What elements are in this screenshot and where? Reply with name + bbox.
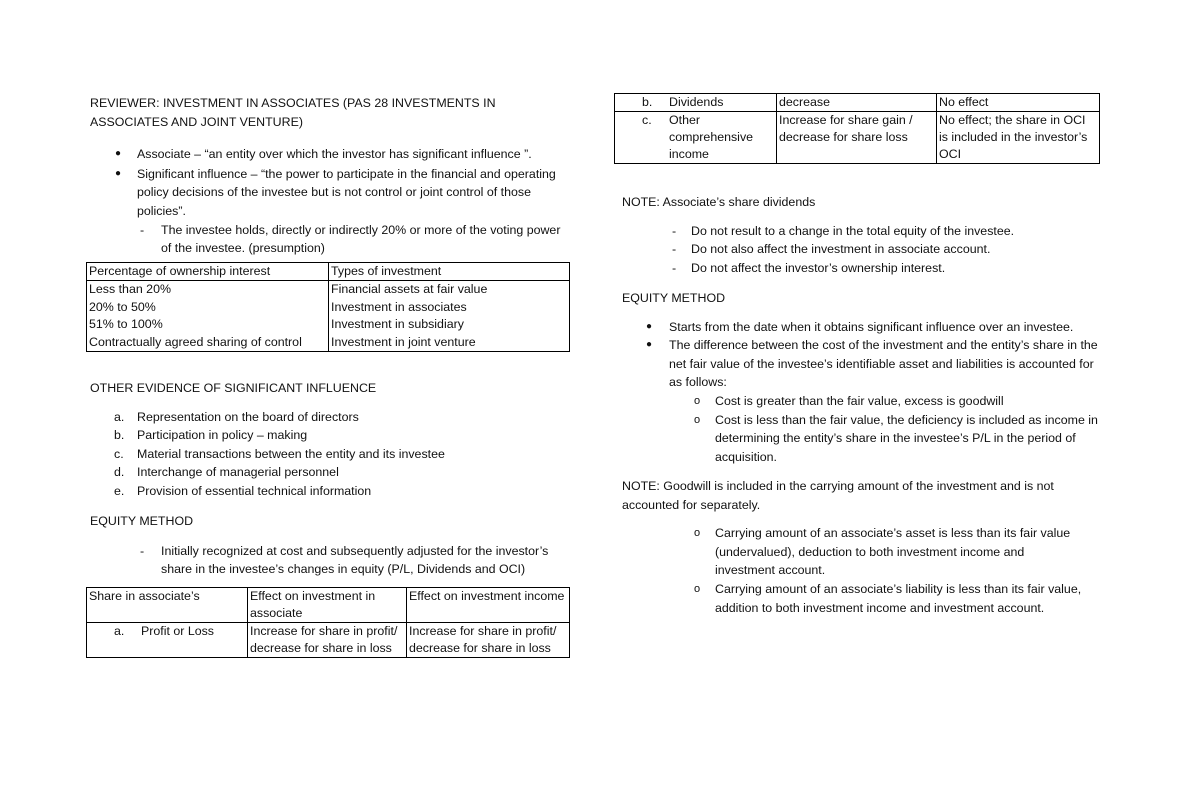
bullet-icon: ●	[115, 167, 122, 179]
table-header-row: Percentage of ownership interest Types of investment	[87, 263, 570, 281]
dash-icon: -	[140, 222, 145, 237]
other-evidence-section	[90, 379, 572, 501]
page-title: REVIEWER: INVESTMENT IN ASSOCIATES (PAS 28 INVESTMENTS IN ASSOCIATES AND JOINT VENTURE)	[90, 96, 496, 129]
bullet-icon: ●	[646, 320, 653, 332]
equity-method-left	[90, 512, 572, 579]
list-item: ● Starts from the date when it obtains significant influence over an investee.	[622, 318, 1102, 337]
list-item: - Do not affect the investor’s ownership interest.	[622, 259, 1102, 278]
list-item: - Initially recognized at cost and subsequently adjusted for the investor’s share in the investee’s changes in equity (P/L, Dividends and OCI)	[140, 543, 549, 577]
table-row: c. Other comprehensive income Increase for share gain / decrease for share loss No effect; the share in OCI is included in the investor’s OCI	[615, 112, 1100, 164]
sub-list-item: o Carrying amount of an associate’s liability is less than its fair value, addition to both investment income and investment account.	[694, 581, 1082, 615]
section-heading: EQUITY METHOD	[90, 514, 194, 528]
table-cell: 51% to 100%	[89, 317, 163, 331]
list-item: b. Participation in policy – making	[114, 428, 308, 443]
list-item: c. Material transactions between the entity and its investee	[114, 446, 445, 461]
definition-associate: ● Associate – “an entity over which the investor has significant influence ”.	[90, 145, 572, 164]
dash-icon: -	[672, 242, 677, 257]
table-row: a. Profit or Loss Increase for share in profit/ decrease for share in loss Increase for share in profit/ decrease for share in loss	[87, 623, 570, 658]
ownership-table	[86, 262, 570, 352]
table-cell: 20% to 50%	[89, 299, 156, 314]
table-cell: Investment in subsidiary	[331, 317, 464, 331]
table-row: b. Dividends decrease No effect	[615, 94, 1100, 112]
note-dividends-section	[622, 193, 1102, 277]
note-list	[622, 222, 1102, 278]
share-table-part-2	[614, 93, 1100, 164]
presumption-item: - The investee holds, directly or indirectly 20% or more of the voting power of the investee. (presumption)	[140, 222, 561, 256]
circle-icon: o	[694, 527, 701, 540]
table-cell: Less than 20%	[89, 282, 171, 296]
sub-list-item: o Cost is greater than the fair value, excess is goodwill	[622, 392, 1102, 411]
circle-icon: o	[694, 413, 701, 426]
list-item: - Do not also affect the investment in associate account.	[622, 240, 1102, 259]
section-heading: OTHER EVIDENCE OF SIGNIFICANT INFLUENCE	[90, 381, 377, 395]
table-body	[87, 281, 570, 352]
table-cell: Financial assets at fair value	[331, 282, 488, 296]
dash-icon: -	[140, 543, 145, 558]
list-item: e. Provision of essential technical information	[114, 483, 372, 498]
left-column	[90, 94, 572, 258]
list-item: d. Interchange of managerial personnel	[114, 465, 339, 480]
table-cell: Contractually agreed sharing of control	[89, 334, 302, 349]
circle-icon: o	[694, 394, 701, 407]
note-heading: NOTE: Associate’s share dividends	[622, 195, 816, 209]
note-list	[622, 524, 1087, 617]
dash-icon: -	[672, 260, 677, 275]
note-text: NOTE: Goodwill is included in the carrying amount of the investment and is not accounted for separately.	[622, 479, 1054, 512]
list-item: a. Representation on the board of directors	[114, 409, 359, 424]
sub-list-item: o Carrying amount of an associate’s asset is less than its fair value (undervalued), deduction to both investment income and investment account.	[694, 526, 1071, 578]
dash-icon: -	[672, 223, 677, 238]
evidence-list	[90, 408, 572, 501]
definition-significant-influence: ● Significant influence – “the power to participate in the financial and operating policy decisions of the investee but is not control or joint control of those policies”.	[115, 166, 556, 218]
table-cell: Investment in joint venture	[331, 334, 476, 349]
section-heading: EQUITY METHOD	[622, 291, 726, 305]
share-table-part-1	[86, 587, 570, 658]
equity-method-right	[622, 289, 1102, 466]
list-item: - Do not result to a change in the total equity of the investee.	[622, 222, 1102, 241]
bullet-icon: ●	[115, 148, 122, 160]
table-header-row: Share in associate’s Effect on investment in associate Effect on investment income	[87, 588, 570, 623]
note-goodwill-section	[622, 477, 1087, 617]
list-item: ● The difference between the cost of the investment and the entity’s share in the net fair value of the investee’s identifiable asset and liabilities is accounted for as follows:	[646, 338, 1098, 390]
table-cell: Investment in associates	[331, 299, 467, 314]
bullet-icon: ●	[646, 339, 653, 351]
sub-list-item: o Cost is less than the fair value, the deficiency is included as income in determining the entity’s share in the investee’s P/L in the period of acquisition.	[694, 412, 1098, 464]
circle-icon: o	[694, 582, 701, 595]
